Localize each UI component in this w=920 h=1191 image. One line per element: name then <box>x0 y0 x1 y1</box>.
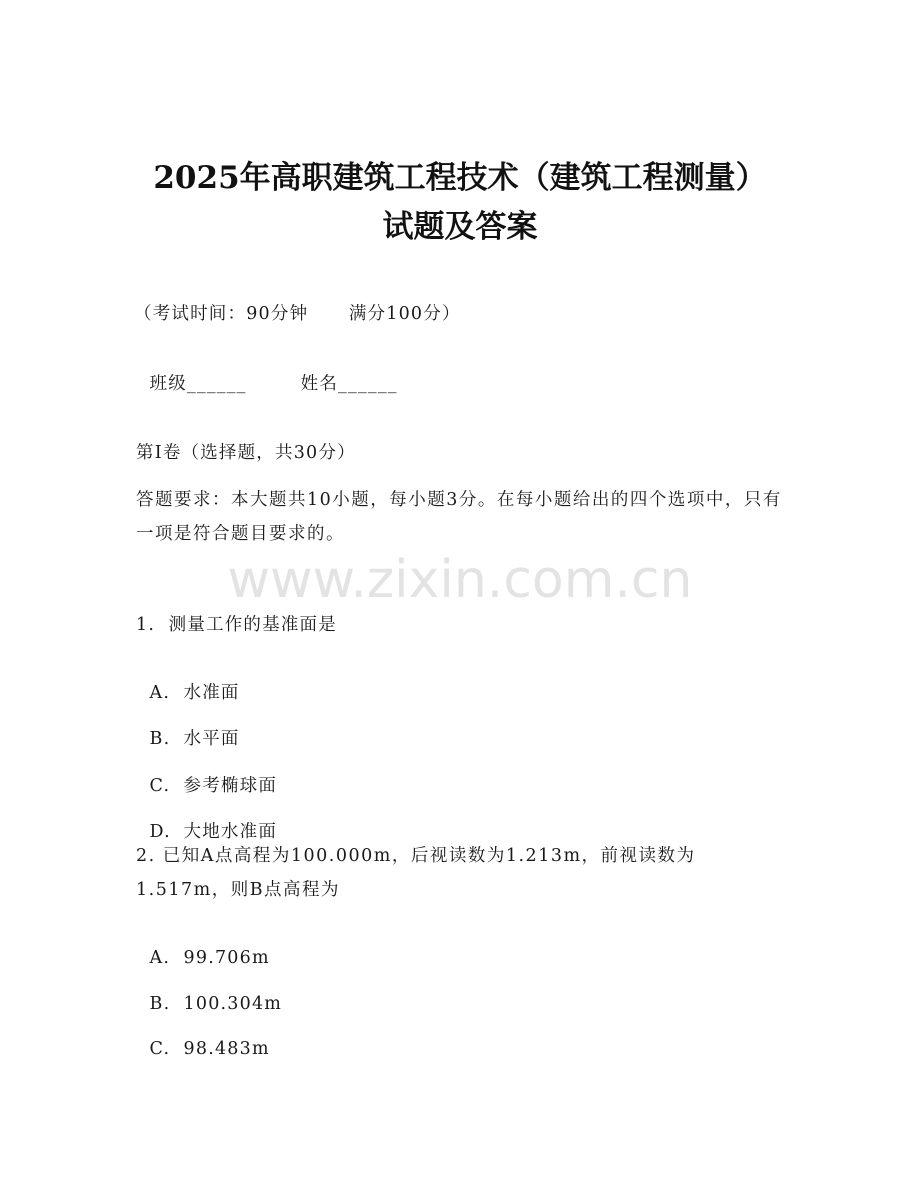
option-letter: D. <box>149 822 171 842</box>
question-1-stem: 1. 测量工作的基准面是 <box>136 615 337 635</box>
exam-info: （考试时间：90分钟 满分100分） <box>134 304 461 324</box>
question-1-option-b <box>136 706 240 750</box>
question-2-option-b <box>136 971 282 1015</box>
option-text: 水平面 <box>183 729 240 749</box>
option-letter: A. <box>149 683 171 703</box>
option-text: 参考椭球面 <box>183 776 278 796</box>
option-text: 98.483m <box>183 1039 270 1059</box>
section-header: 第I卷（选择题，共30分） <box>136 443 356 463</box>
name-field[interactable]: 姓名______ <box>300 374 398 394</box>
option-letter: B. <box>149 729 171 749</box>
option-text: 水准面 <box>183 683 240 703</box>
question-2-option-a <box>136 925 270 969</box>
option-letter: C. <box>149 776 171 796</box>
question-1-option-c <box>136 753 277 797</box>
document-title-line-2: 试题及答案 <box>382 209 538 245</box>
watermark: www.zixin.com.cn <box>227 550 693 610</box>
option-letter: C. <box>149 1039 171 1059</box>
option-letter: A. <box>149 948 171 968</box>
question-2-stem: 2. 已知A点高程为100.000m，后视读数为1.213m，前视读数为1.517m，则B点高程为 <box>136 846 696 900</box>
student-info-row <box>136 351 398 395</box>
question-1-option-a <box>136 660 240 704</box>
option-text: 100.304m <box>183 994 283 1014</box>
instructions: 答题要求：本大题共10小题，每小题3分。在每小题给出的四个选项中，只有一项是符合题目要求的。 <box>136 490 782 544</box>
option-text: 99.706m <box>183 948 270 968</box>
question-1-option-d <box>136 799 277 843</box>
option-letter: B. <box>149 994 171 1014</box>
class-field[interactable]: 班级______ <box>149 374 247 394</box>
option-text: 大地水准面 <box>183 822 278 842</box>
question-2-option-c <box>136 1016 270 1060</box>
document-title-line-1: 2025年高职建筑工程技术（建筑工程测量） <box>153 160 767 196</box>
